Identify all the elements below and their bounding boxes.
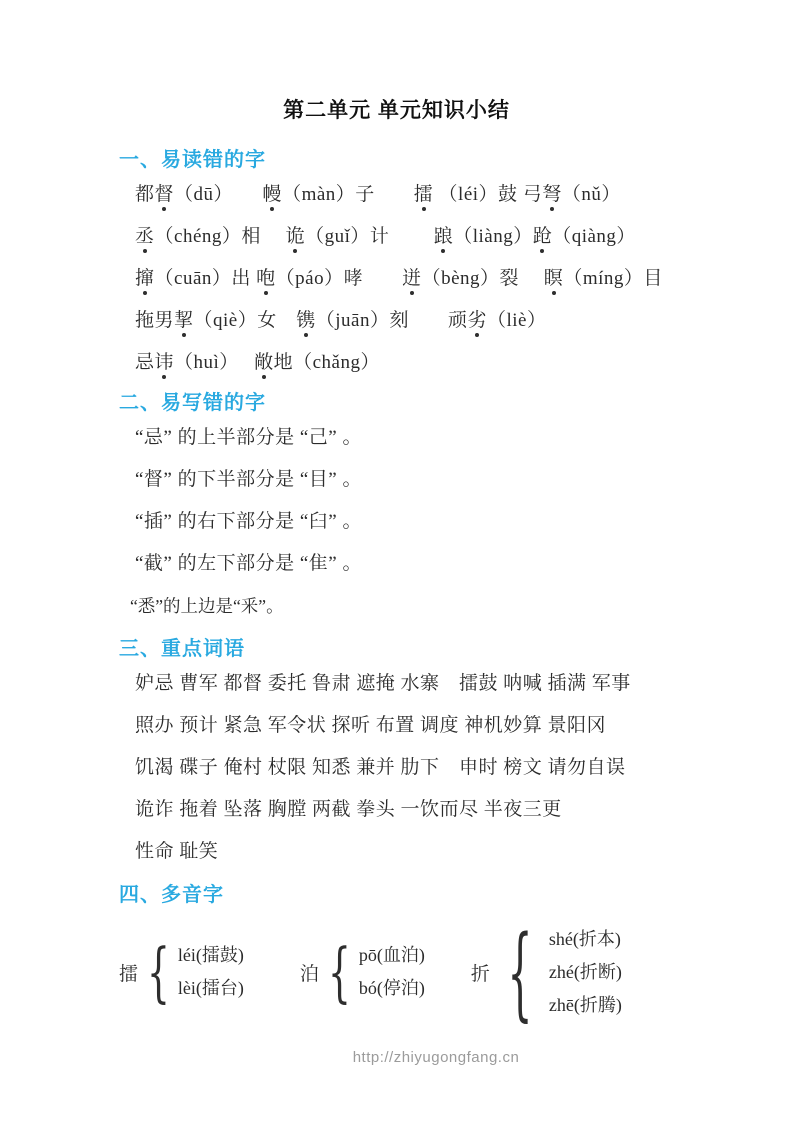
section-2-heading: 二、易写错的字 <box>119 392 266 414</box>
section-4-heading: 四、多音字 <box>119 884 224 906</box>
readings-list <box>359 939 425 1005</box>
pinyin-line: 都督（dū） 幔（màn）子 擂 （léi）鼓 弓弩（nǔ） <box>135 184 621 205</box>
pinyin-line: 撺（cuān）出 咆（páo）哮 迸（bèng）裂 瞑（míng）目 <box>135 268 663 289</box>
note-line: “悉”的上边是“釆”。 <box>130 596 284 616</box>
reading-item: bó(停泊) <box>358 978 425 998</box>
readings-list <box>549 923 622 1022</box>
polyphonic-row <box>119 912 753 1032</box>
section-key-words <box>119 635 753 873</box>
page-title: 第二单元 单元知识小结 <box>283 99 510 122</box>
note-line: “插” 的右下部分是 “臼” 。 <box>135 511 362 532</box>
reading-item: léi(擂鼓) <box>177 945 244 965</box>
note-line: “截” 的左下部分是 “隹” 。 <box>135 553 362 574</box>
brace-icon: { <box>327 933 351 1011</box>
note-line: “忌” 的上半部分是 “己” 。 <box>135 427 362 448</box>
document-content <box>0 146 793 1066</box>
word-list-line: 性命 耻笑 <box>135 841 219 862</box>
note-line: “督” 的下半部分是 “目” 。 <box>135 469 362 490</box>
section-3-heading: 三、重点词语 <box>119 638 245 660</box>
pinyin-line: 丞（chéng）相 诡（guǐ）计 踉（liàng）跄（qiàng） <box>135 226 636 247</box>
reading-item: lèi(擂台) <box>177 978 244 998</box>
section-misread-characters <box>119 146 753 384</box>
polyphonic-group-po <box>299 933 425 1011</box>
polyphonic-group-zhe <box>470 912 622 1032</box>
word-list-line: 饥渴 碟子 俺村 杖限 知悉 兼并 肋下 申时 榜文 请勿自误 <box>135 757 626 778</box>
word-list-line: 妒忌 曹军 都督 委托 鲁肃 遮掩 水寨 擂鼓 呐喊 插满 军事 <box>135 673 631 694</box>
pinyin-line: 拖男挈（qiè）女 镌（juān）刻 顽劣（liè） <box>135 310 547 331</box>
word-list-line: 诡诈 拖着 坠落 胸膛 两截 拳头 一饮而尽 半夜三更 <box>135 799 562 820</box>
reading-item: shé(折本) <box>548 928 621 949</box>
section-polyphonic-characters <box>119 881 753 1032</box>
section-miswritten-characters <box>119 389 753 627</box>
reading-item: zhē(折腾) <box>548 994 622 1015</box>
brace-icon: { <box>147 933 170 1011</box>
pinyin-line: 忌讳（huì） 敞地（chǎng） <box>135 352 380 373</box>
polyphonic-char: 擂 <box>119 963 139 985</box>
polyphonic-char: 折 <box>470 963 490 985</box>
readings-list <box>178 939 244 1005</box>
word-list-line: 照办 预计 紧急 军令状 探听 布置 调度 神机妙算 景阳冈 <box>135 715 607 736</box>
section-1-heading: 一、易读错的字 <box>119 149 266 171</box>
polyphonic-char: 泊 <box>299 963 319 985</box>
brace-icon: { <box>507 912 533 1032</box>
polyphonic-group-lei <box>119 933 244 1011</box>
reading-item: zhé(折断) <box>548 961 622 982</box>
footer-url: http://zhiyugongfang.cn <box>352 1049 520 1066</box>
reading-item: pō(血泊) <box>358 945 425 965</box>
